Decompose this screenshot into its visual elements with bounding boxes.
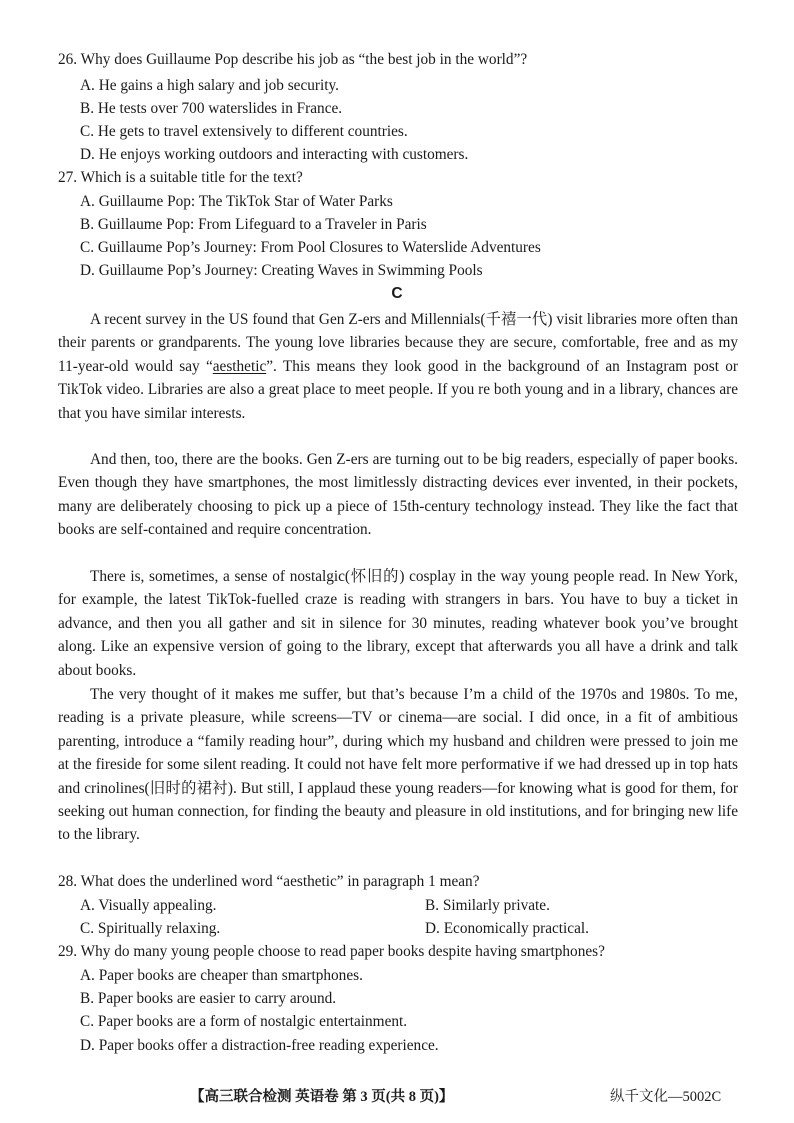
question-28-option-a: A. Visually appealing. — [80, 897, 217, 914]
passage-paragraph-3: There is, sometimes, a sense of nostalgic(怀旧的) cosplay in the way young people read. In New York, for example, the latest TikTok-fuelled craze is reading with strangers in bars. You have to buy a ticket in advance, and then you all gather and sit in silence for 30 minutes, reading whatever book you’ve brought along. Like an expensive version of going to the library, except that afterwards you all have a drink and talk about books. — [58, 568, 738, 679]
question-28-option-c: C. Spiritually relaxing. — [80, 920, 221, 937]
footer-publisher-code: 纵千文化—5002C — [610, 1089, 722, 1105]
question-28-stem: 28. What does the underlined word “aesthetic” in paragraph 1 mean? — [58, 873, 480, 890]
question-26-option-c: C. He gets to travel extensively to different countries. — [80, 123, 408, 140]
question-27-option-c: C. Guillaume Pop’s Journey: From Pool Closures to Waterslide Adventures — [80, 239, 541, 256]
underlined-word-aesthetic: aesthetic — [212, 357, 267, 375]
question-26-option-d: D. He enjoys working outdoors and interacting with customers. — [80, 146, 469, 163]
section-label: C — [391, 285, 403, 302]
passage-paragraph-2: And then, too, there are the books. Gen Z-ers are turning out to be big readers, especially of paper books. Even though they have smartphones, the most limitlessly distracting devices ever invented, in their pockets, many are deliberately choosing to pick up a piece of 15th-century technology instead. They like the fact that books are self-contained and require concentration. — [58, 451, 738, 539]
question-29-option-d: D. Paper books offer a distraction-free reading experience. — [80, 1037, 439, 1054]
question-26-option-a: A. He gains a high salary and job security. — [80, 77, 339, 94]
question-26-stem: 26. Why does Guillaume Pop describe his job as “the best job in the world”? — [58, 51, 528, 68]
question-27-stem: 27. Which is a suitable title for the text? — [58, 169, 303, 186]
question-29-option-b: B. Paper books are easier to carry around. — [80, 990, 337, 1007]
question-28-option-d: D. Economically practical. — [425, 920, 589, 937]
question-29-option-c: C. Paper books are a form of nostalgic entertainment. — [80, 1013, 408, 1030]
question-29-option-a: A. Paper books are cheaper than smartphones. — [80, 967, 363, 984]
question-27-option-a: A. Guillaume Pop: The TikTok Star of Water Parks — [80, 193, 393, 210]
passage-paragraph-1 — [58, 308, 738, 425]
question-27-option-b: B. Guillaume Pop: From Lifeguard to a Traveler in Paris — [80, 216, 427, 233]
paragraph-1-text-after: ”. This means they look good in the background of an Instagram post or TikTok video. Libraries are also a great place to meet people. If you re both young and in a library, chances are that you have similar interests. — [58, 357, 739, 422]
paragraph-1-text-before: A recent survey in the US found that Gen Z-ers and Millennials(千禧一代) visit libraries more often than their parents or grandparents. The young love libraries because they are secure, comfortable, free and as my 11-year-old would say “ — [58, 311, 738, 375]
footer-page-info: 【高三联合检测 英语卷 第 3 页(共 8 页)】 — [190, 1089, 454, 1105]
question-28-option-b: B. Similarly private. — [425, 897, 550, 914]
question-26-option-b: B. He tests over 700 waterslides in France. — [80, 100, 343, 117]
question-29-stem: 29. Why do many young people choose to read paper books despite having smartphones? — [58, 943, 605, 960]
passage-paragraph-4: The very thought of it makes me suffer, but that’s because I’m a child of the 1970s and 1980s. To me, reading is a private pleasure, while screens—TV or cinema—are social. I did once, in a fit of ambitious parenting, introduce a “family reading hour”, during which my husband and children were pressed to join me at the fireside for some silent reading. It could not have felt more performative if we had dressed up in top hats and crinolines(旧时的裙衬). But still, I applaud these young readers—for knowing what is good for them, for seeking out human connection, for finding the beauty and pleasure in old institutions, and for bringing new life to the library. — [58, 686, 738, 844]
question-27-option-d: D. Guillaume Pop’s Journey: Creating Waves in Swimming Pools — [80, 262, 483, 279]
